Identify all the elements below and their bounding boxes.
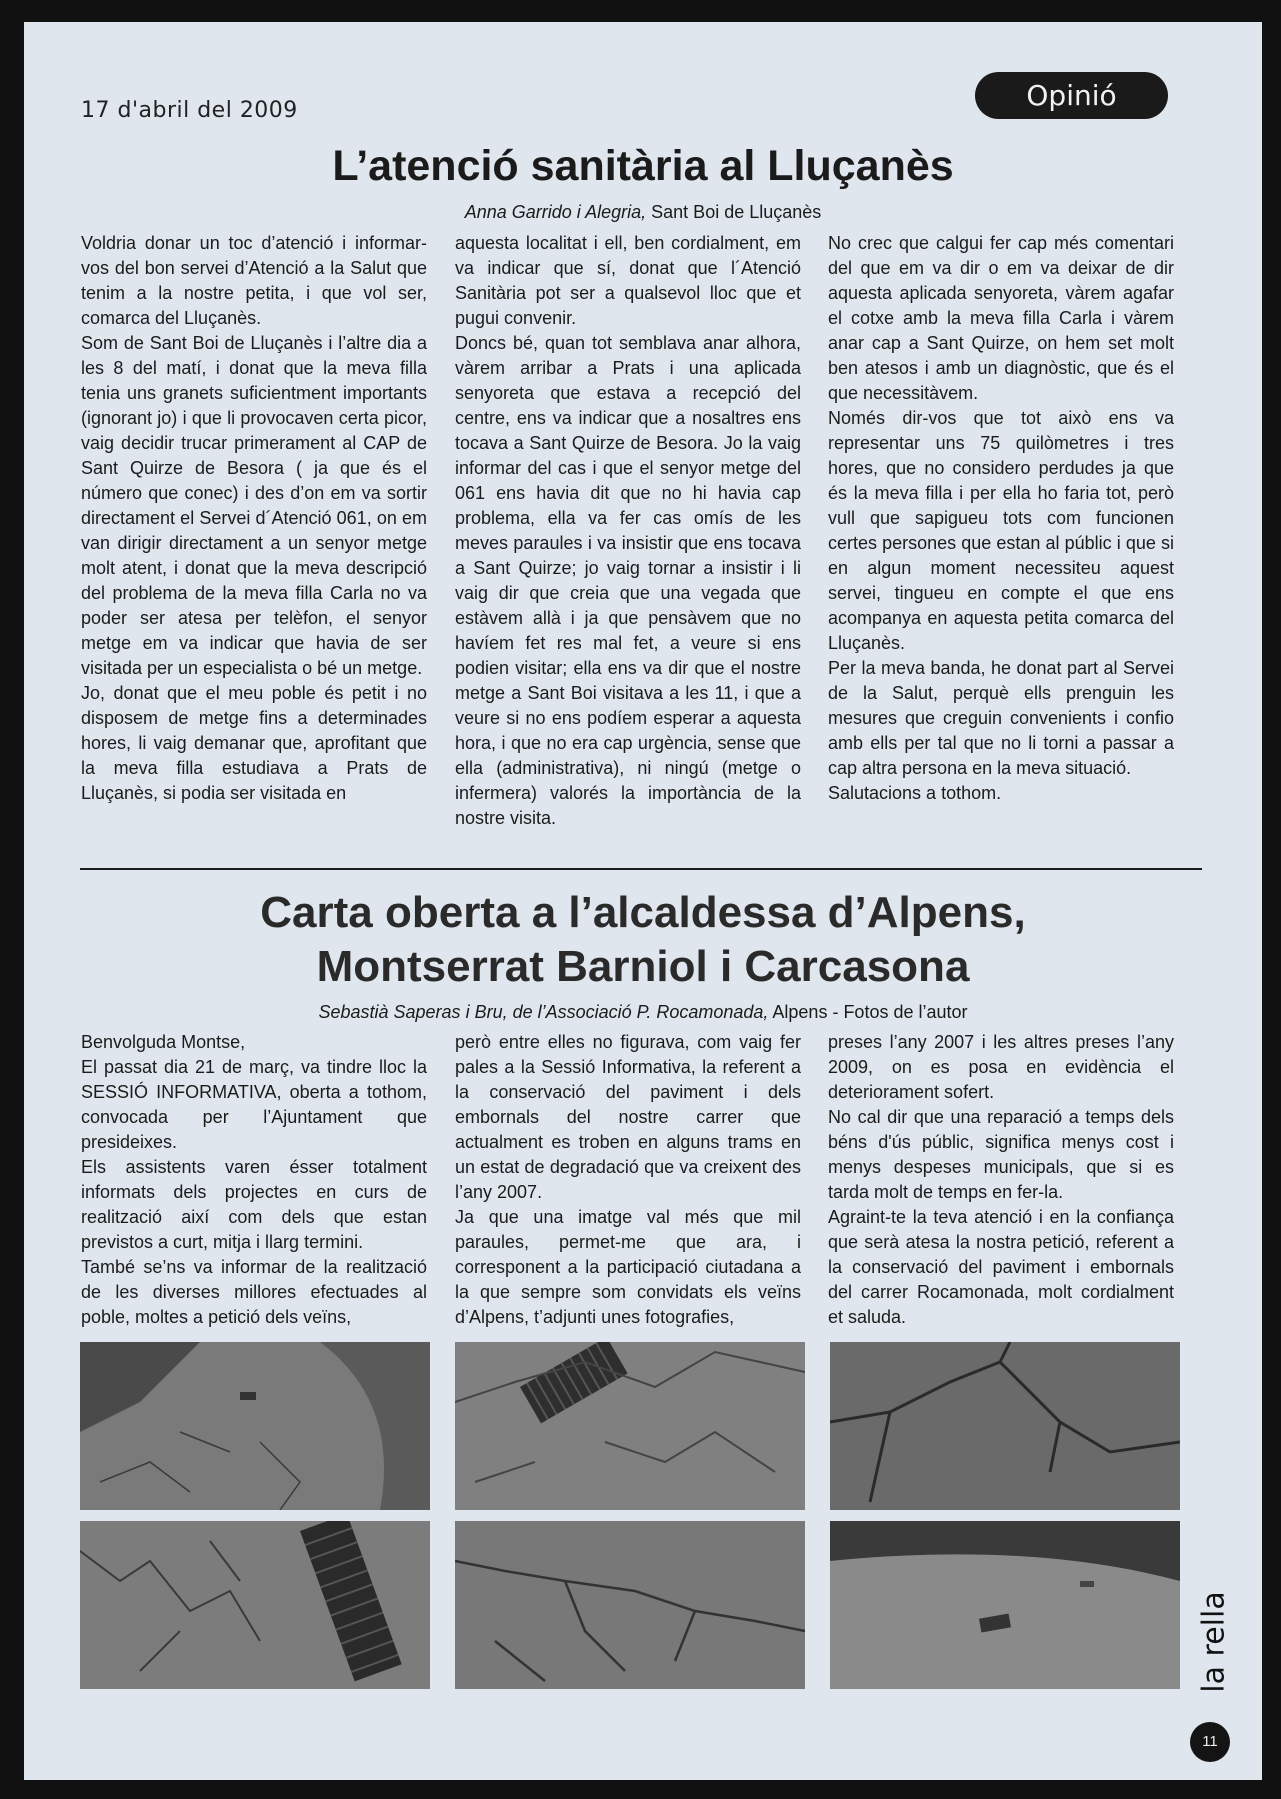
author-location: Sant Boi de Lluçanès	[651, 202, 822, 222]
paragraph: Només dir-vos que tot això ens va representar uns 75 quilòmetres i tres hores, que no considero perdudes ja que és la meva filla i per ella ho faria tot, però vull que sapigueu tots com funcionen certes persones que estan al públic i que si en algun moment necessiteu aquest servei, tingueu en compte el que ens acompanya en aquesta petita comarca del Lluçanès.	[828, 408, 1174, 653]
issue-date: 17 d'abril del 2009	[81, 98, 298, 123]
article-divider	[80, 868, 1202, 870]
pavement-photo	[455, 1342, 805, 1510]
page-number: 11	[1190, 1722, 1230, 1762]
pavement-photo	[830, 1342, 1180, 1510]
article-byline	[24, 1002, 1262, 1023]
pavement-photo	[455, 1521, 805, 1689]
logo-text: la rella	[1196, 1591, 1232, 1693]
paragraph: Ja que una imatge val més que mil paraules, permet-me que ara, i corresponent a la participació ciutadana a la que sempre som convidats els veïns d’Alpens, t’adjunti unes fotografies,	[455, 1207, 801, 1327]
author-name: Anna Garrido i Alegria,	[464, 202, 647, 222]
paragraph: Som de Sant Boi de Lluçanès i l’altre dia a les 8 del matí, i donat que la meva filla tenia uns granets suficientment importants (ignorant jo) i que li provocaven certa picor, vaig decidir trucar primerament al CAP de Sant Quirze de Besora ( ja que és el número que conec) i des d’on em va sortir directament el Servei d´Atenció 061, on em van dirigir directament a un senyor metge molt atent, i donat que la meva descripció del problema de la meva filla Carla no va poder ser atesa per telèfon, el senyor metge em va indicar que havia de ser visitada per un especialista o bé un metge.	[81, 333, 427, 678]
article-title	[24, 886, 1262, 994]
paragraph: No cal dir que una reparació a temps dels béns d'ús públic, significa menys cost i menys despeses municipals, que si es tarda molt de temps en fer-la.	[828, 1107, 1174, 1202]
article-column-3	[828, 1030, 1174, 1330]
paragraph: Jo, donat que el meu poble és petit i no disposem de metge fins a determinades hores, li vaig demanar que, aprofitant que la meva filla estudiava a Prats de Lluçanès, si podia ser visitada en	[81, 683, 427, 803]
paragraph: aquesta localitat i ell, ben cordialment, em va indicar que sí, donat que l´Atenció Sanitària pot ser a qualsevol lloc que et pugui convenir.	[455, 233, 801, 328]
paragraph: Benvolguda Montse,	[81, 1032, 246, 1052]
pavement-photo	[80, 1521, 430, 1689]
article-column-3	[828, 231, 1174, 806]
newspaper-page	[24, 22, 1262, 1780]
article-title: L’atenció sanitària al Lluçanès	[332, 142, 954, 190]
paragraph: Doncs bé, quan tot semblava anar alhora, vàrem arribar a Prats i una aplicada senyoreta que estava a recepció del centre, ens va indicar que a nosaltres ens tocava a Sant Quirze de Besora. Jo la vaig informar del cas i que el senyor metge del 061 ens havia dit que no hi havia cap problema, ella va fer cas omís de les meves paraules i va insistir que ens tocava a Sant Quirze; jo vaig tornar a insistir i li vaig dir que creia que una vegada que estàvem allà i ja que pensàvem que no havíem fet res mal fet, a veure si ens podien visitar; ella ens va dir que el nostre metge a Sant Boi visitava a les 11, i que a veure si no ens podíem esperar a aquesta hora, i que no era cap urgència, sense que ella (administrativa), ni ningú (metge o infermera) valorés la importància de la nostre visita.	[455, 333, 801, 828]
article-column-1	[81, 1030, 427, 1330]
paragraph: però entre elles no figurava, com vaig fer pales a la Sessió Informativa, la referent a la conservació del paviment i dels embornals del nostre carrer que actualment es troben en alguns trams en un estat de degradació que va creixent des l’any 2007.	[455, 1032, 801, 1202]
paragraph: Agraint-te la teva atenció i en la confiança que serà atesa la nostra petició, referent a la conservació del paviment i embornals del carrer Rocamonada, molt cordialment et saluda.	[828, 1207, 1174, 1327]
pavement-photo	[830, 1521, 1180, 1689]
article-column-2	[455, 231, 801, 831]
paragraph: Voldria donar un toc d’atenció i informar-vos del bon servei d’Atenció a la Salut que tenim a la nostre petita, i que vol ser, comarca del Lluçanès.	[81, 233, 427, 328]
article-column-2	[455, 1030, 801, 1330]
title-line-1: Carta oberta a l’alcaldessa d’Alpens,	[260, 888, 1026, 937]
paragraph: Per la meva banda, he donat part al Servei de la Salut, perquè ells prenguin les mesures que creguin convenients i confio amb ells per tal que no li torni a passar a cap altra persona en la meva situació.	[828, 658, 1174, 778]
paragraph: Els assistents varen ésser totalment informats dels projectes en curs de realització així com dels que estan previstos a curt, mitja i llarg termini.	[81, 1157, 427, 1252]
paragraph: També se’ns va informar de la realització de les diverses millores efectuades al poble, moltes a petició dels veïns,	[81, 1257, 427, 1327]
publication-logo	[1194, 1582, 1234, 1702]
paragraph: El passat dia 21 de març, va tindre lloc la SESSIÓ INFORMATIVA, oberta a tothom, convocada per l’Ajuntament que presideixes.	[81, 1057, 427, 1152]
title-line-2: Montserrat Barniol i Carcasona	[316, 942, 970, 991]
paragraph: Salutacions a tothom.	[828, 783, 1002, 803]
article-byline	[24, 202, 1262, 223]
author-name: Sebastià Saperas i Bru, de l’Associació P. Rocamonada,	[318, 1002, 769, 1022]
section-badge: Opinió	[975, 72, 1168, 119]
pavement-photo	[80, 1342, 430, 1510]
article-column-1	[81, 231, 427, 806]
paragraph: preses l’any 2007 i les altres preses l’any 2009, on es posa en evidència el deteriorament sofert.	[828, 1032, 1174, 1102]
paragraph: No crec que calgui fer cap més comentari del que em va dir o em va deixar de dir aquesta aplicada senyoreta, vàrem agafar el cotxe amb la meva filla Carla i vàrem anar cap a Sant Quirze, on hem set molt ben atesos i amb un diagnòstic, que és el que necessitàvem.	[828, 233, 1174, 403]
author-location: Alpens - Fotos de l’autor	[772, 1002, 968, 1022]
